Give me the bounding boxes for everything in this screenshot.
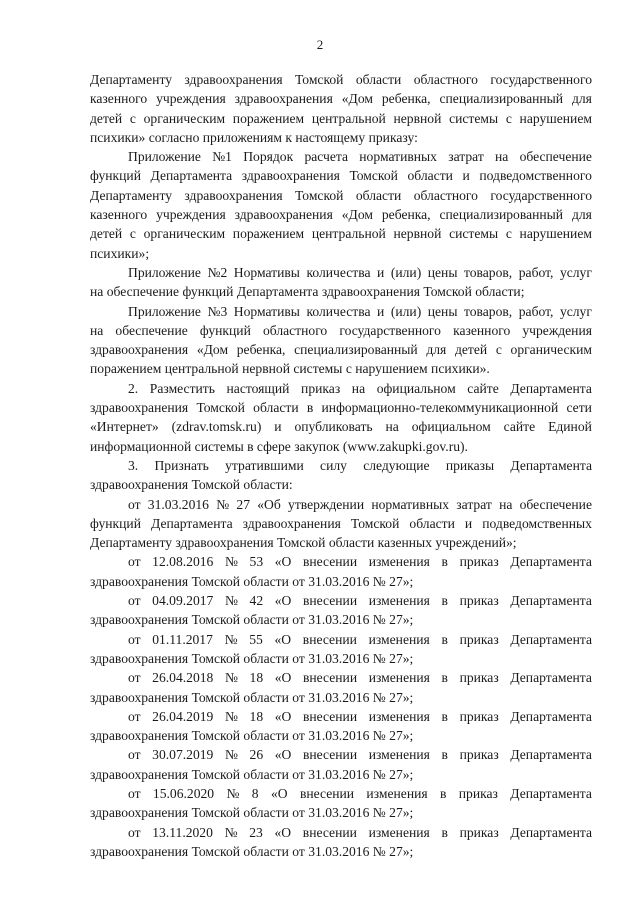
paragraph bbox=[90, 147, 592, 263]
paragraph bbox=[90, 70, 592, 147]
text-line: 2. Разместить настоящий приказ на официальном сайте Департамента bbox=[128, 380, 592, 396]
text-line: поражением центральной нервной системы с нарушением психики». bbox=[90, 361, 490, 377]
paragraph bbox=[90, 495, 592, 553]
text-line: здравоохранения Томской области в информационно-телекоммуникационной сети bbox=[90, 400, 592, 416]
text-line: казенного учреждения здравоохранения «Дом ребенка, специализированный для bbox=[90, 207, 592, 223]
text-line: от 13.11.2020 № 23 «О внесении изменения в приказ Департамента bbox=[128, 824, 592, 840]
text-line: здравоохранения Томской области от 31.03.2016 № 27»; bbox=[90, 612, 414, 628]
paragraph bbox=[90, 456, 592, 495]
text-line: на обеспечение функций Департамента здравоохранения Томской области; bbox=[90, 284, 525, 300]
text-line: от 04.09.2017 № 42 «О внесении изменения в приказ Департамента bbox=[128, 593, 592, 609]
text-line: 3. Признать утратившими силу следующие приказы Департамента bbox=[128, 457, 592, 473]
text-line: детей с органическим поражением центральной нервной системы с нарушением bbox=[90, 226, 592, 242]
text-line: здравоохранения Томской области от 31.03.2016 № 27»; bbox=[90, 650, 414, 666]
text-line: здравоохранения Томской области от 31.03.2016 № 27»; bbox=[90, 728, 414, 744]
paragraph bbox=[90, 823, 592, 862]
text-line: психики»; bbox=[90, 245, 150, 261]
text-line: от 26.04.2018 № 18 «О внесении изменения в приказ Департамента bbox=[128, 670, 592, 686]
text-line: Департаменту здравоохранения Томской области казенных учреждений»; bbox=[90, 535, 517, 551]
page-number: 2 bbox=[316, 37, 324, 52]
document-body bbox=[90, 70, 592, 861]
text-line: «Интернет» (zdrav.tomsk.ru) и опубликовать на официальном сайте Единой bbox=[90, 419, 592, 435]
text-line: здравоохранения Томской области от 31.03.2016 № 27»; bbox=[90, 805, 414, 821]
text-line: от 15.06.2020 № 8 «О внесении изменения в приказ Департамента bbox=[128, 785, 592, 801]
paragraph bbox=[90, 707, 592, 746]
paragraph bbox=[90, 784, 592, 823]
text-line: здравоохранения Томской области от 31.03.2016 № 27»; bbox=[90, 573, 414, 589]
paragraph bbox=[90, 668, 592, 707]
text-line: функций Департамента здравоохранения Томской области и подведомственных bbox=[90, 515, 592, 531]
text-line: Приложение №3 Нормативы количества и (или) цены товаров, работ, услуг bbox=[128, 303, 592, 319]
text-line: казенного учреждения здравоохранения «Дом ребенка, специализированный для bbox=[90, 91, 592, 107]
text-line: Приложение №1 Порядок расчета нормативных затрат на обеспечение bbox=[128, 149, 592, 165]
text-line: от 12.08.2016 № 53 «О внесении изменения в приказ Департамента bbox=[128, 554, 592, 570]
text-line: психики» согласно приложениям к настоящему приказу: bbox=[90, 129, 418, 145]
paragraph bbox=[90, 745, 592, 784]
text-line: Департаменту здравоохранения Томской области областного государственного bbox=[90, 72, 592, 87]
paragraph bbox=[90, 263, 592, 302]
text-line: здравоохранения Томской области от 31.03.2016 № 27»; bbox=[90, 843, 414, 859]
paragraph bbox=[90, 302, 592, 379]
text-line: здравоохранения Томской области: bbox=[90, 477, 293, 493]
text-line: от 31.03.2016 № 27 «Об утверждении нормативных затрат на обеспечение bbox=[128, 496, 592, 512]
text-line: от 26.04.2019 № 18 «О внесении изменения в приказ Департамента bbox=[128, 708, 592, 724]
text-line: Приложение №2 Нормативы количества и (или) цены товаров, работ, услуг bbox=[128, 264, 592, 280]
text-line: здравоохранения Томской области от 31.03.2016 № 27»; bbox=[90, 689, 414, 705]
text-line: Департаменту здравоохранения Томской области областного государственного bbox=[90, 187, 592, 203]
text-line: детей с органическим поражением центральной нервной системы с нарушением bbox=[90, 110, 592, 126]
text-line: здравоохранения «Дом ребенка, специализированный для детей с органическим bbox=[90, 342, 592, 358]
paragraph bbox=[90, 552, 592, 591]
text-line: здравоохранения Томской области от 31.03.2016 № 27»; bbox=[90, 766, 414, 782]
text-line: от 01.11.2017 № 55 «О внесении изменения в приказ Департамента bbox=[128, 631, 592, 647]
text-line: от 30.07.2019 № 26 «О внесении изменения в приказ Департамента bbox=[128, 747, 592, 763]
paragraph bbox=[90, 630, 592, 669]
text-line: информационной системы в сфере закупок (www.zakupki.gov.ru). bbox=[90, 438, 468, 454]
paragraph bbox=[90, 379, 592, 456]
text-line: на обеспечение функций областного государственного казенного учреждения bbox=[90, 322, 592, 338]
paragraph bbox=[90, 591, 592, 630]
text-line: функций Департамента здравоохранения Томской области и подведомственного bbox=[90, 168, 592, 184]
